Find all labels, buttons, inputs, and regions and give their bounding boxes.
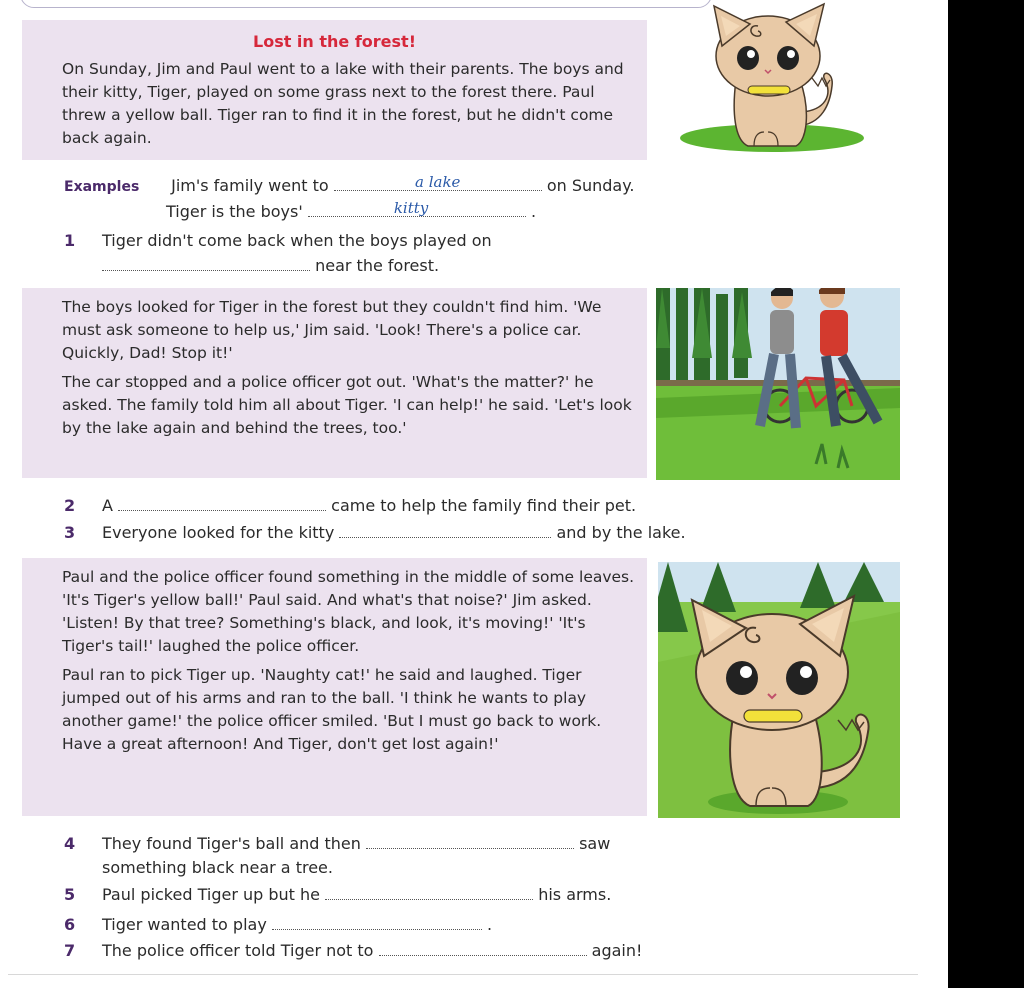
question-7: 7 The police officer told Tiger not to again! bbox=[64, 939, 642, 963]
example-1-answer: a lake bbox=[415, 173, 461, 191]
question-4-line2: something black near a tree. bbox=[102, 858, 333, 877]
story-paragraph-3a: Paul and the police officer found something in the middle of some leaves. 'It's Tiger's yellow ball!' Paul said. And what's that noise?' Jim asked. 'Listen! By that tree? Something's black, and look, it's moving!' 'It's Tiger's tail!' laughed the police officer. bbox=[62, 568, 635, 655]
question-5: 5 Paul picked Tiger up but he his arms. bbox=[64, 883, 611, 907]
story-title: Lost in the forest! bbox=[253, 32, 416, 51]
page-frame-edge bbox=[20, 0, 712, 8]
bottom-divider bbox=[8, 974, 918, 975]
story-panel-1 bbox=[22, 20, 647, 160]
example-2-blank bbox=[308, 199, 526, 217]
question-1-line2: near the forest. bbox=[102, 254, 439, 278]
answer-blank-3[interactable] bbox=[339, 523, 551, 538]
answer-blank-6[interactable] bbox=[272, 915, 482, 930]
answer-blank-4[interactable] bbox=[366, 834, 574, 849]
question-number: 3 bbox=[64, 523, 76, 542]
example-1: Examples Jim's family went to a lake on Sunday. bbox=[64, 174, 635, 199]
boys-in-forest-illustration bbox=[656, 288, 900, 480]
question-2: 2 A came to help the family find their pet. bbox=[64, 494, 636, 518]
story-paragraph-3b: Paul ran to pick Tiger up. 'Naughty cat!' he said and laughed. Tiger jumped out of his arms and ran to the ball. 'I think he wants to play another game!' the police officer smiled. 'But I must go back to work. Have a great afternoon! And Tiger, don't get lost again!' bbox=[62, 666, 602, 753]
cat-illustration-top bbox=[674, 0, 870, 158]
story-panel-3 bbox=[22, 558, 647, 816]
question-number: 7 bbox=[64, 941, 76, 960]
question-number: 2 bbox=[64, 496, 76, 515]
story-paragraph-2b: The car stopped and a police officer got out. 'What's the matter?' he asked. The family told him all about Tiger. 'I can help!' he said. 'Let's look by the lake again and behind the trees, too.' bbox=[62, 373, 632, 437]
question-3: 3 Everyone looked for the kitty and by the lake. bbox=[64, 521, 686, 545]
examples-label: Examples bbox=[64, 179, 140, 195]
answer-blank-2[interactable] bbox=[118, 496, 326, 511]
cat-illustration-forest bbox=[658, 562, 900, 818]
example-1-blank bbox=[334, 173, 542, 191]
right-black-bar bbox=[948, 0, 1024, 988]
question-1: 1 Tiger didn't come back when the boys played on bbox=[64, 229, 492, 253]
question-4: 4 They found Tiger's ball and then saw bbox=[64, 832, 610, 856]
answer-blank-5[interactable] bbox=[325, 885, 533, 900]
answer-blank-7[interactable] bbox=[379, 941, 587, 956]
question-number: 1 bbox=[64, 231, 76, 250]
story-paragraph-1: On Sunday, Jim and Paul went to a lake with their parents. The boys and their kitty, Tiger, played on some grass next to the forest there. Paul threw a yellow ball. Tiger ran to find it in the forest, but he didn't come back again. bbox=[62, 60, 624, 147]
story-paragraph-2a: The boys looked for Tiger in the forest but they couldn't find him. 'We must ask someone to help us,' Jim said. 'Look! There's a police car. Quickly, Dad! Stop it!' bbox=[62, 298, 602, 362]
question-number: 5 bbox=[64, 885, 76, 904]
story-panel-2 bbox=[22, 288, 647, 478]
example-2-answer: kitty bbox=[393, 199, 429, 217]
question-6: 6 Tiger wanted to play . bbox=[64, 913, 492, 937]
question-number: 6 bbox=[64, 915, 76, 934]
question-number: 4 bbox=[64, 834, 76, 853]
example-2: Tiger is the boys' kitty . bbox=[166, 200, 536, 224]
answer-blank-1[interactable] bbox=[102, 256, 310, 271]
